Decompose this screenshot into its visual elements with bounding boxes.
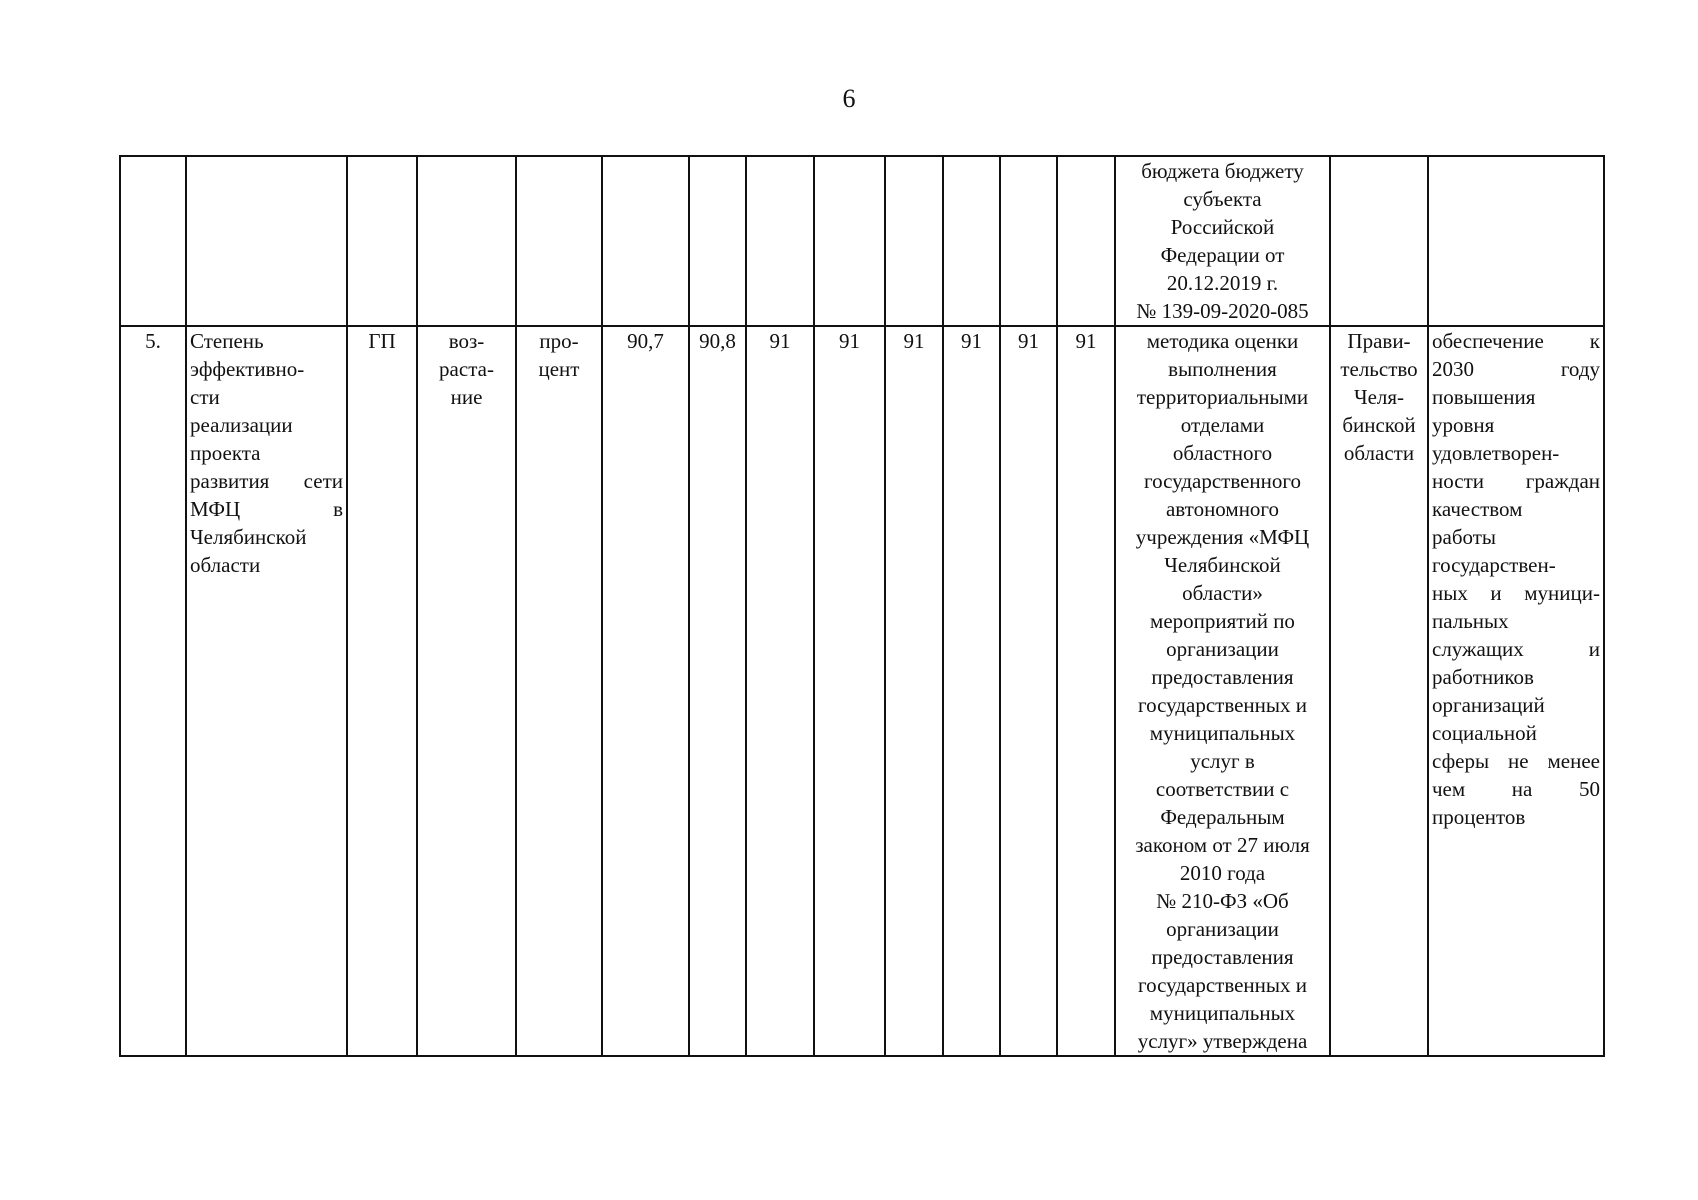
cell-empty bbox=[689, 156, 746, 326]
cell-empty bbox=[1428, 156, 1604, 326]
text-line: обеспечение к bbox=[1432, 329, 1600, 353]
cell-empty bbox=[347, 156, 417, 326]
text-line: организаций bbox=[1432, 693, 1545, 717]
text-line: реализации bbox=[190, 413, 293, 437]
text-line: № 210-ФЗ «Об bbox=[1156, 889, 1289, 913]
text-line: работы bbox=[1432, 525, 1497, 549]
cell-empty bbox=[814, 156, 885, 326]
text-line: отделами bbox=[1180, 413, 1265, 437]
text-line: процентов bbox=[1432, 805, 1526, 829]
text-line: Челя- bbox=[1353, 385, 1405, 409]
text-line: автономного bbox=[1165, 497, 1280, 521]
text-line: муниципальных bbox=[1149, 1001, 1296, 1025]
text-line: Федерации от bbox=[1160, 243, 1285, 267]
text-line: МФЦ в bbox=[190, 497, 343, 521]
text-line: Прави- bbox=[1347, 329, 1411, 353]
text-line: № 139-09-2020-085 bbox=[1136, 299, 1309, 323]
text-line: эффективно- bbox=[190, 357, 305, 381]
text-line: социальной bbox=[1432, 721, 1537, 745]
text-line: работников bbox=[1432, 665, 1534, 689]
text-line: ных и муници- bbox=[1432, 581, 1600, 605]
text-line: Федеральным bbox=[1160, 805, 1285, 829]
cell-goal bbox=[1428, 326, 1604, 1056]
cell-row-number: 5. bbox=[120, 326, 186, 1056]
cell-indicator-type: ГП bbox=[347, 326, 417, 1056]
text-line: законом от 27 июля bbox=[1135, 833, 1310, 857]
text-line: территориальными bbox=[1136, 385, 1309, 409]
text-line: ние bbox=[450, 385, 483, 409]
cell-empty bbox=[1000, 156, 1057, 326]
text-line: государствен- bbox=[1432, 553, 1556, 577]
cell-empty bbox=[885, 156, 943, 326]
cell-empty bbox=[120, 156, 186, 326]
text-line: Челябинской bbox=[1164, 553, 1281, 577]
text-line: предоставления bbox=[1151, 665, 1294, 689]
text-line: муниципальных bbox=[1149, 721, 1296, 745]
cell-method bbox=[1115, 326, 1330, 1056]
text-line: выполнения bbox=[1168, 357, 1277, 381]
text-line: раста- bbox=[439, 357, 494, 381]
cell-value: 90,8 bbox=[689, 326, 746, 1056]
text-line: организации bbox=[1166, 637, 1279, 661]
text-line: про- bbox=[539, 329, 579, 353]
text-line: государственного bbox=[1143, 469, 1302, 493]
text-line: учреждения «МФЦ bbox=[1135, 525, 1310, 549]
text-line: чем на 50 bbox=[1432, 777, 1600, 801]
text-line: воз- bbox=[448, 329, 485, 353]
cell-empty bbox=[417, 156, 516, 326]
text-line: 2030 году bbox=[1432, 357, 1600, 381]
page-number: 6 bbox=[842, 84, 856, 113]
text-line: 2010 года bbox=[1179, 861, 1266, 885]
text-line: 20.12.2019 г. bbox=[1166, 271, 1279, 295]
cell-value: 90,7 bbox=[602, 326, 689, 1056]
text-line: организации bbox=[1166, 917, 1279, 941]
text-line: услуг» утверждена bbox=[1137, 1029, 1308, 1053]
text-line: области bbox=[1343, 441, 1415, 465]
text-line: проекта bbox=[190, 441, 261, 465]
text-line: цент bbox=[538, 357, 580, 381]
text-line: тельство bbox=[1340, 357, 1418, 381]
text-line: повышения bbox=[1432, 385, 1536, 409]
text-line: соответствии с bbox=[1155, 777, 1290, 801]
continuation-row bbox=[120, 156, 1604, 326]
cell-document-continuation bbox=[1115, 156, 1330, 326]
cell-value: 91 bbox=[746, 326, 814, 1056]
cell-direction bbox=[417, 326, 516, 1056]
cell-value: 91 bbox=[885, 326, 943, 1056]
text-line: Российской bbox=[1170, 215, 1275, 239]
text-line: услуг в bbox=[1190, 749, 1255, 773]
text-line: области» bbox=[1182, 581, 1263, 605]
cell-responsible bbox=[1330, 326, 1428, 1056]
cell-value: 91 bbox=[943, 326, 1000, 1056]
cell-empty bbox=[1330, 156, 1428, 326]
cell-empty bbox=[943, 156, 1000, 326]
text-line: бинской bbox=[1342, 413, 1416, 437]
cell-empty bbox=[746, 156, 814, 326]
indicator-row-5 bbox=[120, 326, 1604, 1056]
text-line: Челябинской bbox=[190, 525, 307, 549]
cell-value: 91 bbox=[814, 326, 885, 1056]
text-line: Степень bbox=[190, 329, 264, 353]
text-line: предоставления bbox=[1151, 945, 1294, 969]
cell-value: 91 bbox=[1057, 326, 1115, 1056]
text-line: субъекта bbox=[1183, 187, 1262, 211]
cell-value: 91 bbox=[1000, 326, 1057, 1056]
cell-indicator-name bbox=[186, 326, 347, 1056]
text-line: ности граждан bbox=[1432, 469, 1600, 493]
text-line: пальных bbox=[1432, 609, 1509, 633]
text-line: государственных и bbox=[1137, 693, 1308, 717]
text-line: удовлетворен- bbox=[1432, 441, 1560, 465]
cell-unit bbox=[516, 326, 602, 1056]
indicator-table bbox=[119, 155, 1605, 1057]
text-line: сферы не менее bbox=[1432, 749, 1600, 773]
text-line: уровня bbox=[1432, 413, 1495, 437]
text-line: развития сети bbox=[190, 469, 343, 493]
text-line: служащих и bbox=[1432, 637, 1600, 661]
text-line: областного bbox=[1172, 441, 1273, 465]
text-line: методика оценки bbox=[1146, 329, 1299, 353]
text-line: мероприятий по bbox=[1150, 609, 1295, 633]
text-line: области bbox=[190, 553, 261, 577]
cell-empty bbox=[516, 156, 602, 326]
cell-empty bbox=[186, 156, 347, 326]
text-line: качеством bbox=[1432, 497, 1523, 521]
text-line: государственных и bbox=[1137, 973, 1308, 997]
cell-empty bbox=[602, 156, 689, 326]
text-line: бюджета бюджету bbox=[1141, 159, 1304, 183]
cell-empty bbox=[1057, 156, 1115, 326]
text-line: сти bbox=[190, 385, 220, 409]
